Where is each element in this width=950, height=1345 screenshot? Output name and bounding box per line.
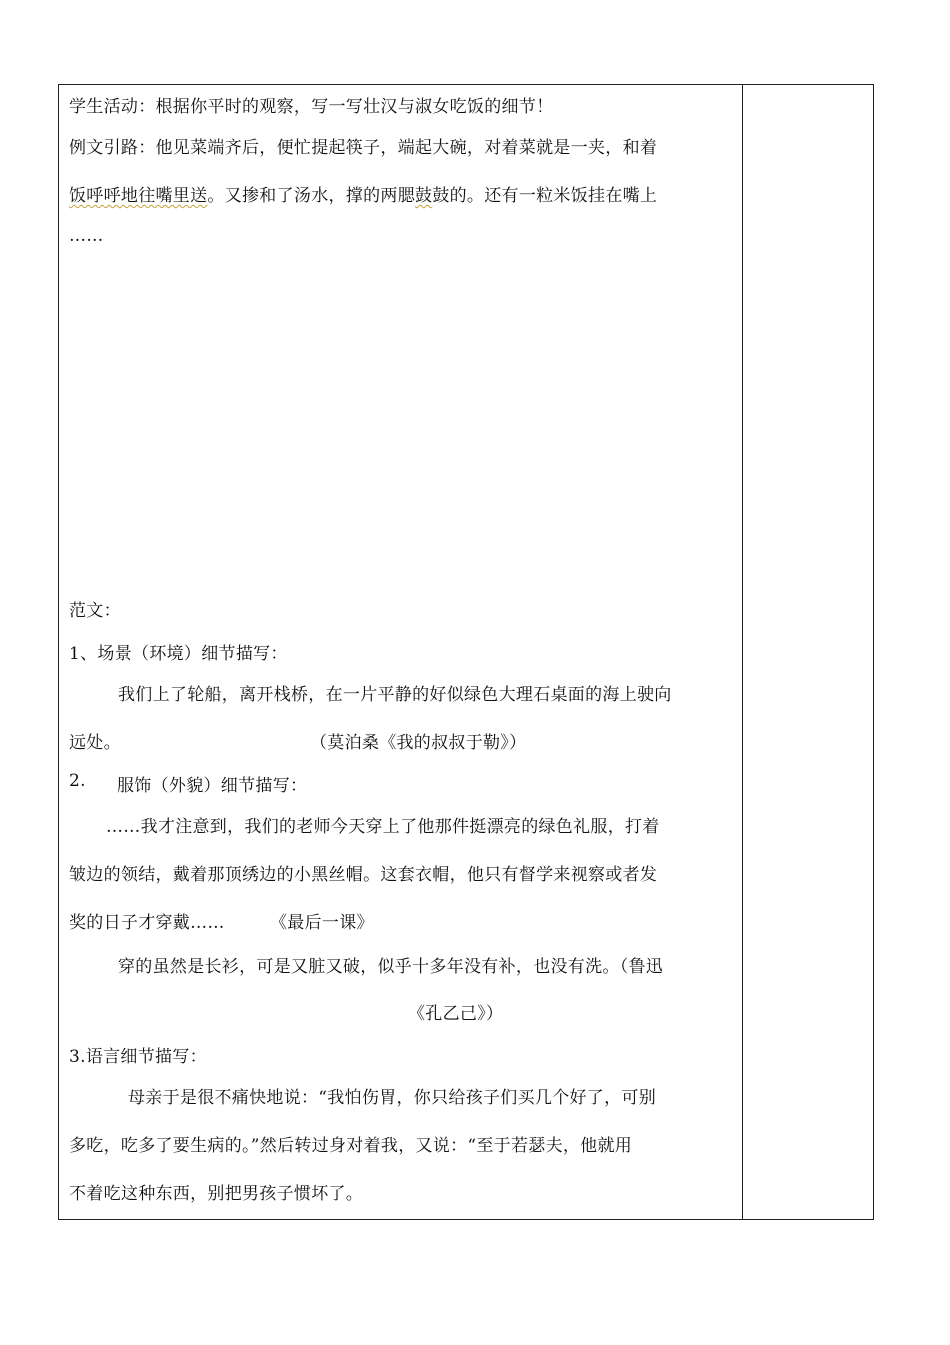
section-1-line-1: 我们上了轮船，离开栈桥，在一片平静的好似绿色大理石桌面的海上驶向: [118, 685, 672, 705]
section-3-line-1: 母亲于是很不痛快地说：“我怕伤胃，你只给孩子们买几个好了，可别: [128, 1088, 656, 1108]
section-2-line-4: 穿的虽然是长衫，可是又脏又破，似乎十多年没有补，也没有洗。（鲁迅: [118, 957, 664, 977]
section-2-line-1: ……我才注意到，我们的老师今天穿上了他那件挺漂亮的绿色礼服，打着: [106, 817, 660, 837]
section-1-source: （莫泊桑《我的叔叔于勒》）: [310, 733, 527, 753]
section-3-line-2: 多吃，吃多了要生病的。”然后转过身对着我，又说：“至于若瑟夫，他就用: [69, 1136, 633, 1156]
example-line-2d: 鼓的。还有一粒米饭挂在嘴上: [432, 186, 658, 206]
section-2-title: 服饰（外貌）细节描写：: [117, 776, 308, 796]
section-2-line-3: 奖的日子才穿戴……: [69, 913, 225, 933]
example-line-1: 例文引路：他见菜端齐后，便忙提起筷子，端起大碗，对着菜就是一夹，和着: [69, 138, 658, 158]
section-3-title: 3.语言细节描写：: [69, 1047, 207, 1067]
column-divider: [742, 84, 743, 1220]
section-3-line-3: 不着吃这种东西，别把男孩子惯坏了。: [69, 1184, 364, 1204]
example-line-3: ……: [69, 226, 104, 246]
example-line-2a: 饭呼呼地往嘴里送: [69, 186, 208, 206]
section-1-title: 1、场景（环境）细节描写：: [69, 644, 288, 664]
student-activity-task: 学生活动：根据你平时的观察，写一写壮汉与淑女吃饭的细节！: [69, 97, 554, 117]
example-line-2: [69, 181, 657, 206]
section-2-line-5: 《孔乙己》）: [408, 1004, 504, 1024]
section-2-line-3-source: 《最后一课》: [270, 913, 374, 933]
section-1-line-2: 远处。: [69, 733, 121, 753]
example-line-2c: 鼓: [415, 186, 433, 206]
example-line-2b: 。又掺和了汤水，撑的两腮: [207, 186, 416, 206]
model-heading: 范文：: [69, 601, 121, 621]
section-2-line-2: 皱边的领结，戴着那顶绣边的小黑丝帽。这套衣帽，他只有督学来视察或者发: [69, 865, 658, 885]
section-2-number: 2.: [69, 771, 86, 791]
